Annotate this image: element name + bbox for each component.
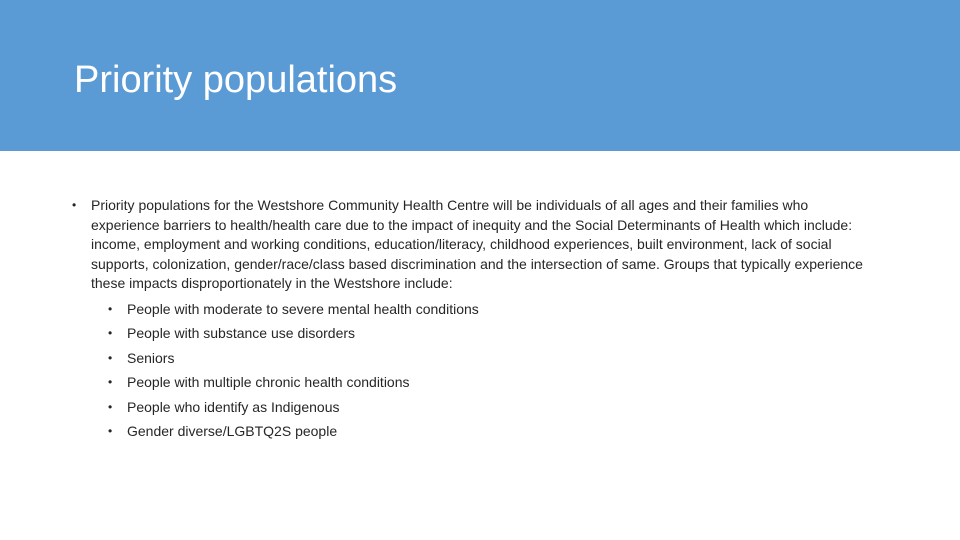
list-item-label: People with moderate to severe mental health conditions (127, 300, 479, 317)
slide-body (72, 196, 872, 444)
main-bullet (72, 196, 872, 294)
priority-groups-list (72, 297, 872, 444)
bullet-icon: • (108, 424, 113, 439)
list-item-label: People who identify as Indigenous (127, 398, 340, 415)
slide-title: Priority populations (74, 59, 398, 101)
bullet-icon: • (108, 399, 113, 414)
list-item (72, 419, 872, 444)
list-item-label: People with substance use disorders (127, 325, 356, 342)
list-item-label: People with multiple chronic health conditions (127, 374, 410, 391)
bullet-icon: • (108, 326, 113, 341)
main-paragraph: Priority populations for the Westshore Community Health Centre will be individuals of all ages and their families who experience barriers to health/health care due to the impact of inequity and the Social Determinants of Health which include: income, employment and working conditions, education/literacy, childhood experiences, built environment, lack of social supports, colonization, gender/race/class based discrimination and the intersection of same. Groups that typically experience these impacts disproportionately in the Westshore include: (91, 197, 863, 292)
list-item (72, 297, 872, 322)
list-item (72, 346, 872, 371)
list-item (72, 321, 872, 346)
bullet-icon: • (108, 375, 113, 390)
bullet-icon: • (72, 198, 77, 212)
list-item-label: Gender diverse/LGBTQ2S people (127, 423, 338, 440)
title-band (0, 0, 960, 151)
list-item (72, 395, 872, 420)
bullet-icon: • (108, 350, 113, 365)
bullet-icon: • (108, 301, 113, 316)
list-item-label: Seniors (127, 349, 175, 366)
list-item (72, 370, 872, 395)
